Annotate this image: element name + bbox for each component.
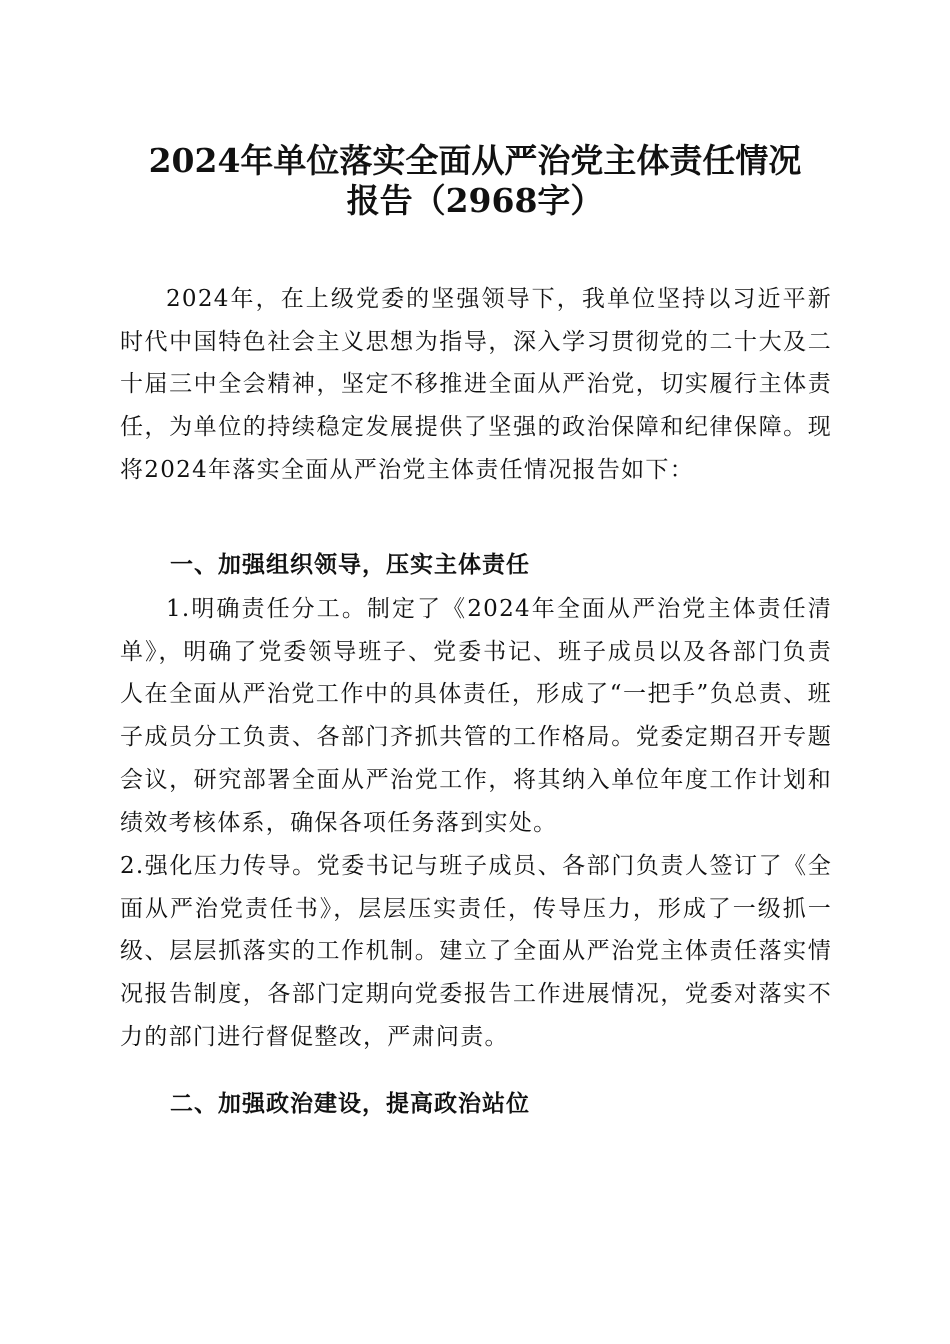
item-2-block — [120, 845, 832, 1059]
item-2-paragraph: 2.强化压力传导。党委书记与班子成员、各部门负责人签订了《全面从严治党责任书》，层层压实责任，传导压力，形成了一级抓一级、层层抓落实的工作机制。建立了全面从严治党主体责任落实情况报告制度，各部门定期向党委报告工作进展情况，党委对落实不力的部门进行督促整改，严肃问责。 — [120, 853, 832, 1050]
item-1-paragraph: 1.明确责任分工。制定了《2024年全面从严治党主体责任清单》，明确了党委领导班子、党委书记、班子成员以及各部门负责人在全面从严治党工作中的具体责任，形成了“一把手”负总责、班子成员分工负责、各部门齐抓共管的工作格局。党委定期召开专题会议，研究部署全面从严治党工作，将其纳入单位年度工作计划和绩效考核体系，确保各项任务落到实处。 — [120, 596, 832, 836]
intro-paragraph: 2024年，在上级党委的坚强领导下，我单位坚持以习近平新时代中国特色社会主义思想为指导，深入学习贯彻党的二十大及二十届三中全会精神，坚定不移推进全面从严治党，切实履行主体责任，为单位的持续稳定发展提供了坚强的政治保障和纪律保障。现将2024年落实全面从严治党主体责任情况报告如下： — [120, 286, 832, 483]
intro-paragraph-block — [120, 278, 832, 492]
section-heading-2: 二、加强政治建设，提高政治站位 — [170, 1091, 530, 1117]
document-title-line-2: 报告（2968字） — [346, 181, 604, 220]
section-heading-1: 一、加强组织领导，压实主体责任 — [170, 552, 530, 578]
document-title-line-1: 2024年单位落实全面从严治党主体责任情况 — [148, 141, 802, 180]
item-1-block — [120, 588, 832, 844]
